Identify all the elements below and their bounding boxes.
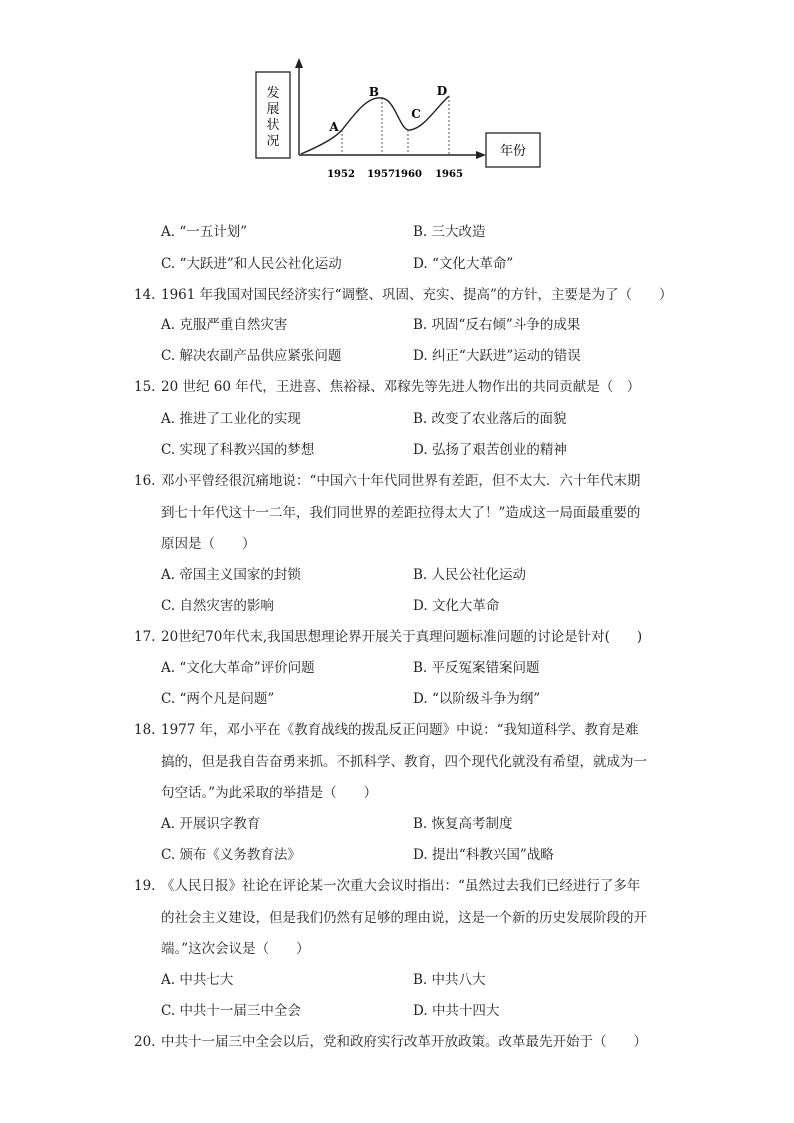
option-c[interactable]: C. 解决农副产品供应紧张问题 [161,348,342,364]
xlabel-text: 年份 [499,144,527,159]
year-label-1960: 1960 [394,169,422,180]
option-a[interactable]: A. 开展识字教育 [161,816,261,832]
y-axis-arrow [295,58,303,68]
ylabel-char-4: 况 [266,134,280,149]
question-number: 15. [134,379,156,395]
option-a[interactable]: A. 帝国主义国家的封锁 [161,567,301,583]
option-a[interactable]: A. “一五计划” [161,224,248,240]
development-curve [301,96,449,154]
year-label-1957: 1957 [367,169,395,180]
point-label-b: B [368,85,380,99]
question-stem-line-1: 邓小平曾经很沉痛地说：“中国六十年代同世界有差距，但不太大．六十年代末期 [161,473,641,489]
option-b[interactable]: B. 三大改造 [413,224,486,240]
option-a[interactable]: A. 克服严重自然灾害 [161,317,288,333]
question-number: 14. [134,287,156,303]
question-stem-line-2: 搞的，但是我自告奋勇来抓。不抓科学、教育，四个现代化就没有希望，就成为一 [161,754,647,770]
option-b[interactable]: B. 人民公社化运动 [413,567,527,583]
option-d[interactable]: D. 中共十四大 [413,1003,500,1019]
question-stem-line-1: 1977 年，邓小平在《教育战线的拨乱反正问题》中说：“我知道科学、教育是难 [161,722,639,738]
ylabel-char-3: 状 [266,118,280,133]
option-b[interactable]: B. 恢复高考制度 [413,816,513,832]
question-stem-line-2: 到七十年代这十一二年，我们同世界的差距拉得太大了！”造成这一局面最重要的 [161,505,641,521]
question-stem-line-3: 句空话。”为此采取的举措是（ ） [161,785,378,801]
x-axis-arrow [476,151,486,159]
option-a[interactable]: A. 推进了工业化的实现 [161,411,301,427]
question-stem-line-3: 原因是（ ） [161,536,256,552]
point-label-c: C [411,107,421,121]
year-label-1952: 1952 [327,169,355,180]
question-number: 20. [134,1034,156,1050]
option-c[interactable]: C. 实现了科教兴国的梦想 [161,442,315,458]
question-number: 18. [134,722,156,738]
option-d[interactable]: D. 弘扬了艰苦创业的精神 [413,442,567,458]
option-a[interactable]: A. “文化大革命”评价问题 [161,660,315,676]
question-stem: 1961 年我国对国民经济实行“调整、巩固、充实、提高”的方针，主要是为了（ ） [161,287,673,303]
option-d[interactable]: D. “文化大革命” [413,256,514,272]
option-d[interactable]: D. 提出“科教兴国”战略 [413,847,554,863]
option-b[interactable]: B. 巩固“反右倾”斗争的成果 [413,317,581,333]
option-b[interactable]: B. 中共八大 [413,972,486,988]
option-c[interactable]: C. “大跃进”和人民公社化运动 [161,256,342,272]
option-a[interactable]: A. 中共七大 [161,972,234,988]
option-c[interactable]: C. “两个凡是问题” [161,691,275,707]
point-label-d: D [436,84,448,98]
option-b[interactable]: B. 平反冤案错案问题 [413,660,540,676]
option-d[interactable]: D. “以阶级斗争为纲” [413,691,541,707]
question-stem: 20 世纪 60 年代，王进喜、焦裕禄、邓稼先等先进人物作出的共同贡献是（ ） [161,379,641,395]
question-number: 16. [134,473,156,489]
year-label-1965: 1965 [435,169,463,180]
ylabel-char-2: 展 [266,102,280,117]
option-c[interactable]: C. 颁布《义务教育法》 [161,847,301,863]
point-label-a: A [329,120,339,134]
option-b[interactable]: B. 改变了农业落后的面貌 [413,411,567,427]
option-c[interactable]: C. 自然灾害的影响 [161,598,274,614]
question-number: 17. [134,629,156,645]
question-stem-line-1: 《人民日报》社论在评论某一次重大会议时指出：“虽然过去我们已经进行了多年 [161,878,641,894]
question-stem-line-2: 的社会主义建设，但是我们仍然有足够的理由说，这是一个新的历史发展阶段的开 [161,910,647,926]
question-stem: 20世纪70年代末,我国思想理论界开展关于真理问题标准问题的讨论是针对( ) [161,629,643,645]
ylabel-char-1: 发 [266,86,280,101]
question-number: 19. [134,878,156,894]
development-curve-figure [0,0,794,200]
question-stem: 中共十一届三中全会以后，党和政府实行改革开放政策。改革最先开始于（ ） [161,1034,647,1050]
option-c[interactable]: C. 中共十一届三中全会 [161,1003,301,1019]
option-d[interactable]: D. 纠正“大跃进”运动的错误 [413,348,581,364]
question-stem-line-3: 端。”这次会议是（ ） [161,941,310,957]
option-d[interactable]: D. 文化大革命 [413,598,500,614]
